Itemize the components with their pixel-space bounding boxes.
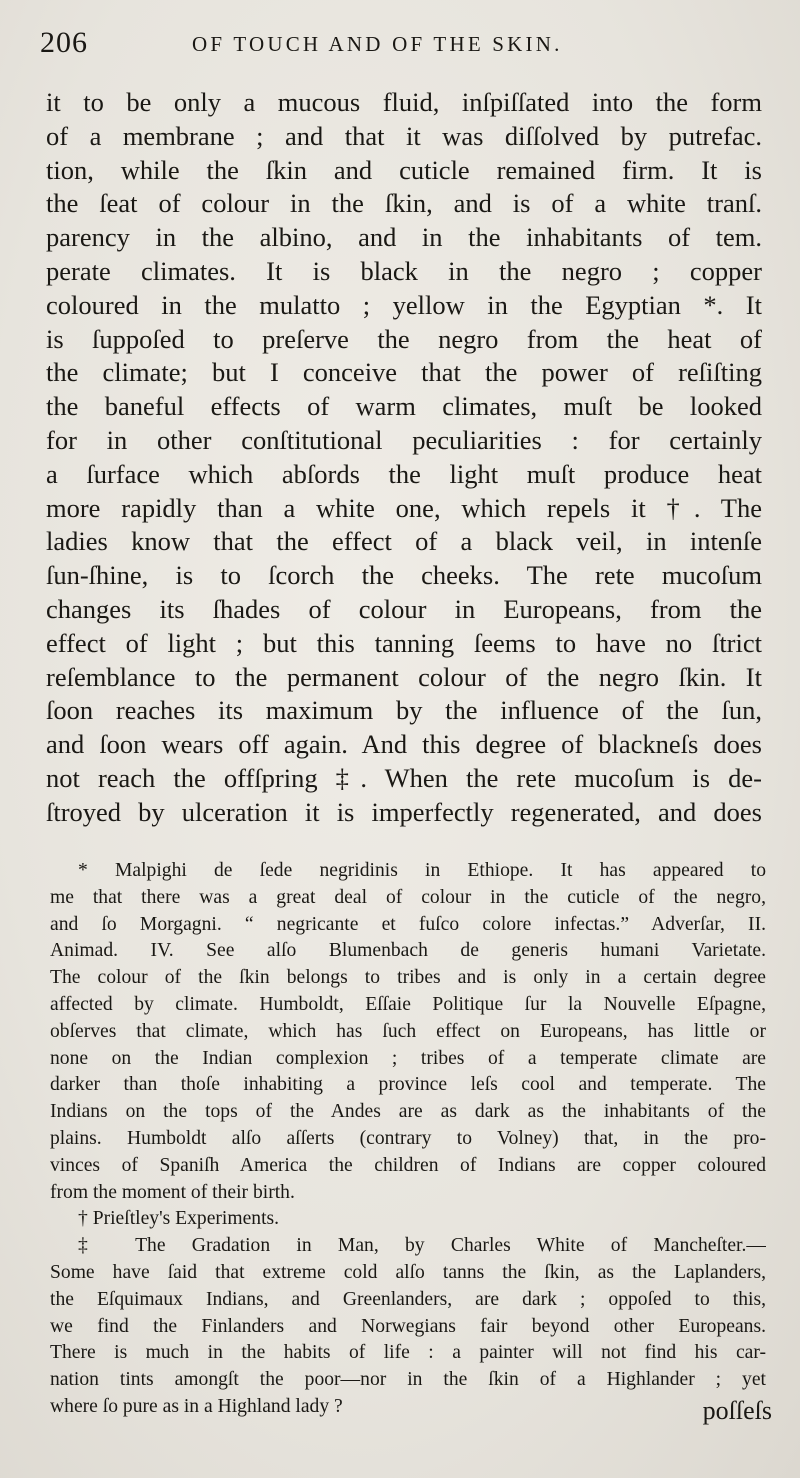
- footnote-line: none on the Indian complexion ; tribes of a temperate climate are: [50, 1047, 766, 1069]
- footnote-line: we find the Finlanders and Norwegians fair beyond other Europeans.: [50, 1315, 766, 1337]
- footnote-line: Animad. IV. See alſo Blumenbach de generis humani Varietate.: [50, 940, 766, 962]
- text-line: effect of light ; but this tanning ſeems to have no ſtrict: [46, 627, 762, 658]
- footnote-line: Some have ſaid that extreme cold alſo tanns the ſkin, as the Laplanders,: [50, 1261, 766, 1283]
- text-line: perate climates. It is black in the negro ; copper: [46, 255, 762, 286]
- page-header: [40, 22, 780, 66]
- footnote-line: Indians on the tops of the Andes are as dark as the inhabitants of the: [50, 1101, 766, 1123]
- footnote-line: the Eſquimaux Indians, and Greenlanders, are dark ; oppoſed to this,: [50, 1288, 766, 1310]
- text-line: the ſeat of colour in the ſkin, and is of a white tranſ.: [46, 188, 762, 219]
- catchword: poſſeſs: [702, 1396, 772, 1425]
- footnote-line: ‡ The Gradation in Man, by Charles White of Mancheſter.—: [78, 1235, 766, 1257]
- footnote-line: † Prieſtley's Experiments.: [78, 1208, 280, 1230]
- text-line: not reach the offſpring ‡. When the rete mucoſum is de-: [46, 762, 762, 793]
- running-head: OF TOUCH AND OF THE SKIN.: [192, 32, 563, 56]
- footnote-line: affected by climate. Humboldt, Eſſaie Politique ſur la Nouvelle Eſpagne,: [50, 993, 766, 1015]
- text-line: ladies know that the effect of a black veil, in intenſe: [46, 526, 762, 557]
- text-line: more rapidly than a white one, which repels it †. The: [46, 492, 762, 523]
- footnote-line: where ſo pure as in a Highland lady ?: [50, 1395, 343, 1417]
- footnote-line: darker than thoſe inhabiting a province leſs cool and temperate. The: [50, 1074, 766, 1096]
- footnote-line: me that there was a great deal of colour in the cuticle of the negro,: [50, 886, 766, 908]
- text-line: the climate; but I conceive that the power of reſiſting: [46, 357, 762, 388]
- main-text: [46, 86, 762, 830]
- text-line: ſun-ſhine, is to ſcorch the cheeks. The rete mucoſum: [46, 560, 762, 591]
- text-line: coloured in the mulatto ; yellow in the Egyptian *. It: [46, 289, 762, 320]
- text-line: parency in the albino, and in the inhabitants of tem.: [46, 222, 762, 253]
- footnotes: [50, 858, 766, 1421]
- text-line: ſoon reaches its maximum by the influence of the ſun,: [46, 695, 762, 726]
- text-line: of a membrane ; and that it was diſſolved by putrefac.: [46, 120, 762, 151]
- footnote-line: nation tints amongſt the poor—nor in the ſkin of a Highlander ; yet: [50, 1369, 766, 1391]
- footnote-line: plains. Humboldt alſo aſſerts (contrary to Volney) that, in the pro-: [50, 1127, 766, 1149]
- footnote-line: obſerves that climate, which has ſuch effect on Europeans, has little or: [50, 1020, 766, 1042]
- text-line: changes its ſhades of colour in Europeans, from the: [46, 593, 762, 624]
- text-line: a ſurface which abſords the light muſt produce heat: [46, 458, 762, 489]
- text-line: ſtroyed by ulceration it is imperfectly regenerated, and does: [46, 796, 762, 827]
- text-line: reſemblance to the permanent colour of the negro ſkin. It: [46, 661, 762, 692]
- footnote-line: and ſo Morgagni. “ negricante et fuſco colore infectas.” Adverſar, II.: [50, 913, 766, 935]
- footnote-line: The colour of the ſkin belongs to tribes and is only in a certain degree: [50, 967, 766, 989]
- footnote-line: vinces of Spaniſh America the children of Indians are copper coloured: [50, 1154, 766, 1176]
- text-line: is ſuppoſed to preſerve the negro from the heat of: [46, 323, 762, 354]
- footnote-line: from the moment of their birth.: [50, 1181, 295, 1203]
- footnote-line: There is much in the habits of life : a painter will not find his car-: [50, 1342, 766, 1364]
- text-line: tion, while the ſkin and cuticle remained firm. It is: [46, 154, 762, 185]
- footnote-line: * Malpighi de ſede negridinis in Ethiope. It has appeared to: [78, 860, 766, 881]
- page-number: 206: [40, 26, 88, 59]
- text-line: and ſoon wears off again. And this degree of blackneſs does: [46, 729, 762, 760]
- text-line: for in other conſtitutional peculiarities : for certainly: [46, 424, 762, 455]
- text-line: it to be only a mucous fluid, inſpiſſated into the form: [46, 87, 762, 117]
- text-line: the baneful effects of warm climates, muſt be looked: [46, 391, 762, 422]
